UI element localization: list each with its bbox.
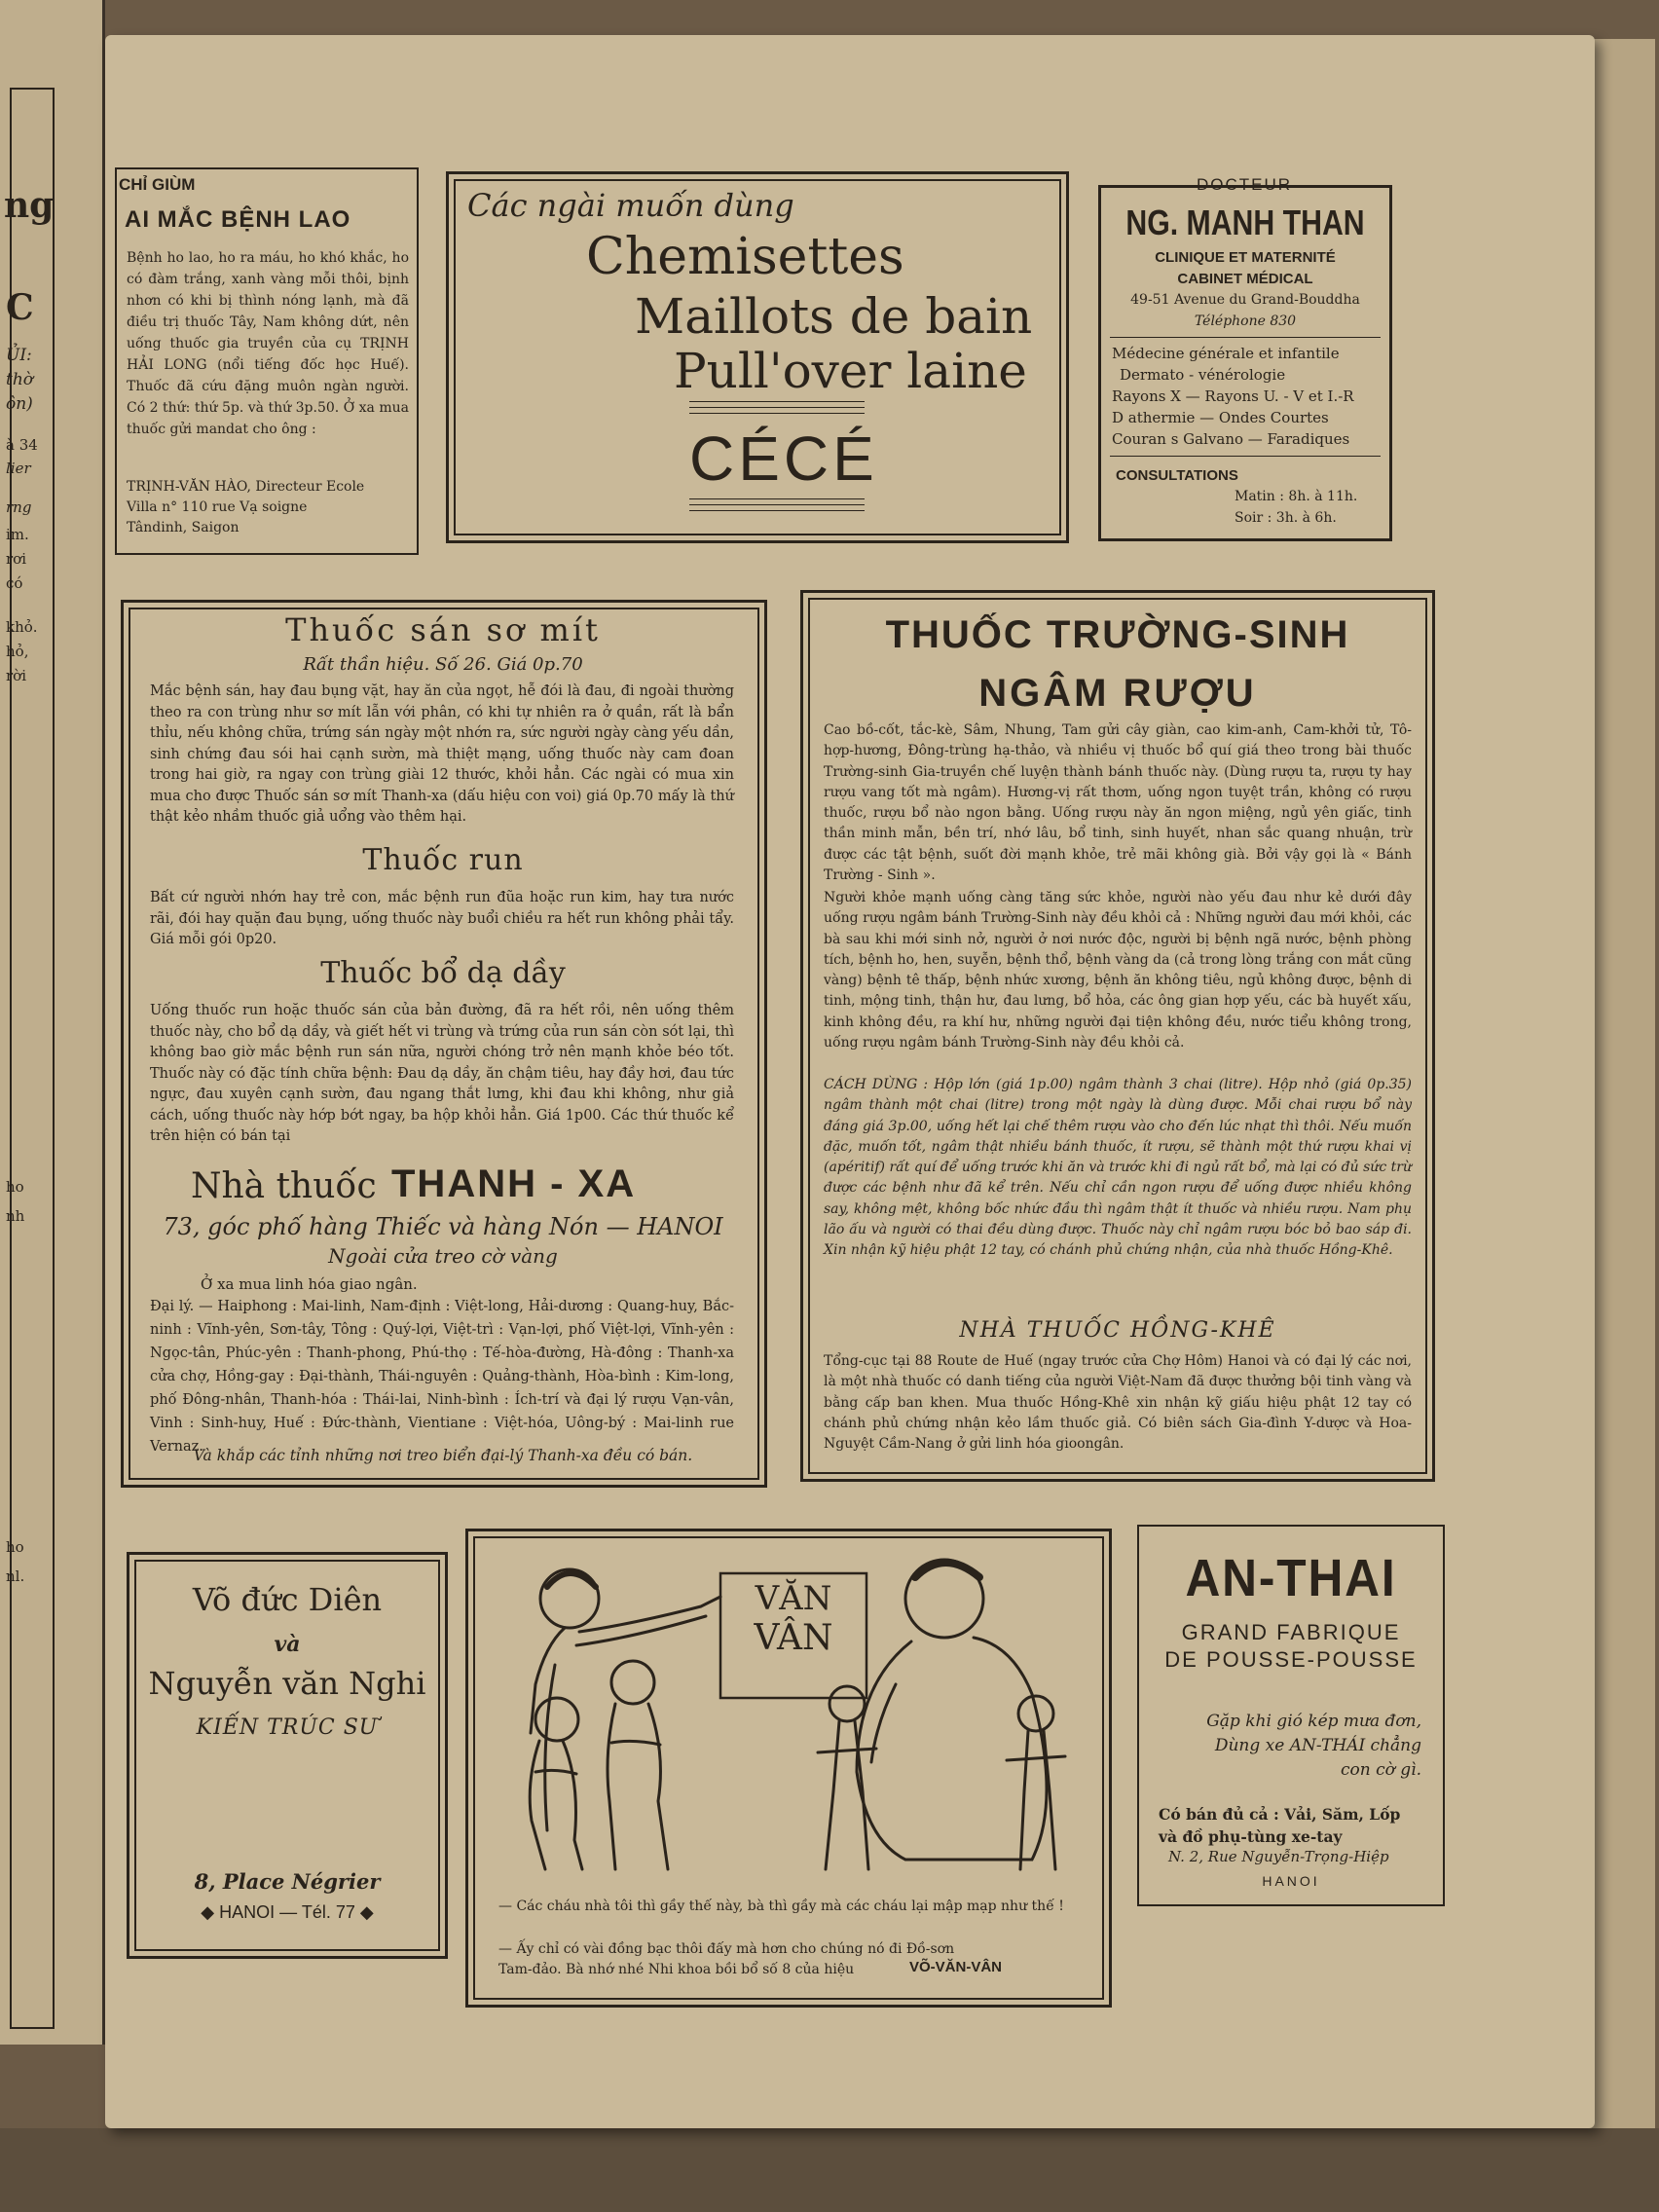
doctor-divider <box>1110 337 1381 338</box>
lao-title: AI MẮC BỆNH LAO <box>125 206 351 233</box>
anthai-address: N. 2, Rue Nguyễn-Trọng-Hiệp <box>1168 1848 1389 1865</box>
left-fragment: rơi <box>6 550 26 568</box>
doctor-divider <box>1110 456 1381 457</box>
lao-body: Bệnh ho lao, ho ra máu, ho khó khắc, ho có đàm trắng, xanh vàng mỗi thôi, bịnh nhơn có khi bị thình nóng lạnh, mà đã điều trị thuốc Tây, Nam không dứt, nên uống thuốc gia truyền của cụ TRỊNH HẢI LONG (nổi tiếng đốc học Huế). Thuốc đã cứu đặng muôn ngàn người. Có 2 thứ: thứ 5p. và thứ 3p.50. Ở xa mua thuốc gửi mandat cho ông : <box>127 250 409 437</box>
left-fragment: hỏ, <box>6 643 29 660</box>
cece-rule <box>689 498 865 499</box>
doctor-name: NG. MANH THAN <box>1125 203 1365 242</box>
thanhxa-heading-run: Thuốc run <box>362 843 524 877</box>
thanhxa-shop-address: 73, góc phố hàng Thiếc và hàng Nón — HANOI <box>163 1213 723 1240</box>
architect-role: KIẾN TRÚC SƯ <box>196 1715 379 1740</box>
doctor-address: 49-51 Avenue du Grand-Bouddha <box>1130 292 1360 308</box>
thanhxa-paragraph-bo: Uống thuốc run hoặc thuốc sán của bản đường, đã ra hết rồi, nên uống thêm thuốc này, cho bổ dạ dầy, và giết hết vi trùng và trứng của run sán còn sót lại, thì không bao giờ mắc bệnh run sán nữa, người chóng trở nên mạnh khỏe béo tốt. Thuốc này có đặc tính chữa bệnh: Đau dạ dầy, ăn chậm tiêu, hay đầy hơi, đau tức ngực, đau xuyên cạnh sườn, đau ngang thắt lưng, khi đau khi không, như giả cách, uống thuốc này hớp bớt ngay, ba hộp khỏi hẳn. Giá 1p00. Các thứ thuốc kể trên hiện có bán tại <box>150 1003 734 1144</box>
left-fragment: khỏ. <box>6 618 38 636</box>
anthai-sub-1: GRAND FABRIQUE <box>1181 1620 1401 1644</box>
cece-pullover: Pull'over laine <box>674 343 1027 399</box>
cece-rule <box>689 407 865 408</box>
truongsinh-paragraph-1: Cao bồ-cốt, tắc-kè, Sâm, Nhung, Tam gửi cây giàn, cao kim-anh, Cam-khởi tử, Tô-hợp-hương, Đông-trùng hạ-thảo, và nhiều vị thuốc bổ quí giá theo trong bài thuốc Trường-sinh Gia-truyền chế luyện thành bánh thuốc này. (Dùng rượu ta, rượu ty hay rượu vang tốt mà ngâm). Hương-vị rất thơm, uống ngon tuyệt trần, không có rượu thuốc, rượu bổ nào ngon bằng. Uống rượu này ăn ngon miệng, ngủ yên giấc, tinh thần minh mẫn, bền trí, nhớ lâu, bổ tinh, sinh huyết, nhan sắc quang nhuận, trừ được các tật bệnh, suốt đời mạnh khỏe, trẻ mãi không già. Bởi vậy gọi là « Bánh Trường - Sinh ». <box>824 722 1412 884</box>
doctor-service: Dermato - vénérologie <box>1120 366 1286 384</box>
thanhxa-heading-san: Thuốc sán sơ mít <box>285 611 601 648</box>
lao-kicker: CHỈ GIÙM <box>119 175 196 194</box>
cece-rule <box>689 401 865 402</box>
left-fragment: C <box>6 287 34 328</box>
anthai-title: AN-THAI <box>1185 1549 1397 1607</box>
doctor-cabinet: CABINET MÉDICAL <box>1177 271 1313 287</box>
truongsinh-paragraph-2: Người khỏe mạnh uống càng tăng sức khỏe, người nào yếu đau như kẻ dưới đây uống rượu ngâm bánh Trường-Sinh này đều khỏi cả : Những người đau mới khỏi, các bà sau khi mới sinh nở, người ở nơi nước độc, người bị bệnh ngã nước, bệnh phòng tích, bệnh ho, hen, suyễn, bệnh thổ, bệnh vàng da (cả trong lòng trắng con mắt cũng vàng) bệnh tê thấp, bệnh nhức xương, bệnh ăn không tiêu, ngủ không được, bệnh di tinh, mộng tinh, thận hư, đau lưng, bổ hỏa, các ông gian hợp yếu, các bà huyết xấu, kinh không đều, ra khí hư, những người đại tiện không đều, nước tiểu không trong, uống rượu ngâm bánh Trường-Sinh này đều khỏi cả. <box>824 890 1412 1051</box>
left-fragment: ng <box>4 185 55 226</box>
doctor-service: Rayons X — Rayons U. - V et I.-R <box>1112 387 1354 405</box>
doctor-service: Couran s Galvano — Faradiques <box>1112 430 1350 448</box>
left-fragment: thờ <box>6 370 34 389</box>
cece-maillots: Maillots de bain <box>635 288 1033 345</box>
doctor-phone: Téléphone 830 <box>1194 313 1297 329</box>
thanhxa-paragraph-san: Mắc bệnh sán, hay đau bụng vặt, hay ăn của ngọt, hễ đói là đau, đi ngoài thường theo ra con trùng như sơ mít lẫn với phân, có khi tự nhiên ra ở quần, rất là bẩn thỉu, nếu không chữa, trứng sán ngày một nhớn ra, sức người ngày càng yếu dần, sinh chứng đau sói hai cạnh sườn, mà thiệt mạng, uống thuốc này cam đoan trong hai giờ, ra ngay con trùng giài 12 thước, khỏi hẳn. Các ngài có mua xin mua cho được Thuốc sán sơ mít Thanh-xa (dấu hiệu con voi) giá 0p.70 mấy là thứ thật kẻo nhầm thuốc giả uổng vào thêm hại. <box>150 683 734 825</box>
architect-and: và <box>274 1632 301 1657</box>
truongsinh-title-2: NGÂM RƯỢU <box>978 672 1257 715</box>
doctor-hours-evening: Soir : 3h. à 6h. <box>1235 510 1337 526</box>
thanhxa-far-order: Ở xa mua linh hóa giao ngân. <box>201 1275 418 1293</box>
left-fragment: rng <box>6 498 32 516</box>
thanhxa-footer: Và khắp các tỉnh những nơi treo biển đại-lý Thanh-xa đều có bán. <box>193 1447 693 1464</box>
left-fragment: nh <box>6 1207 25 1225</box>
doctor-hours-morning: Matin : 8h. à 11h. <box>1235 489 1358 504</box>
doctor-consult-label: CONSULTATIONS <box>1116 467 1238 484</box>
table-surface <box>0 2128 1659 2212</box>
left-fragment: lier <box>6 460 31 477</box>
left-fragment: có <box>6 574 23 592</box>
left-fragment: ôn) <box>6 394 33 414</box>
cece-rule <box>689 510 865 511</box>
left-fragment: ho <box>6 1178 24 1196</box>
cartoon-caption-1: — Các cháu nhà tôi thì gầy thế này, bà thì gầy mà các cháu lại mập mạp như thế ! <box>498 1899 1064 1914</box>
left-fragment: à 34 <box>6 436 38 454</box>
anthai-sub-2: DE POUSSE-POUSSE <box>1164 1647 1418 1672</box>
anthai-stock: Có bán đủ cả : Vải, Săm, Lốp và đồ phụ-tùng xe-tay <box>1159 1805 1401 1846</box>
cartoon-caption-2: — Ấy chỉ có vài đồng bạc thôi đấy mà hơn cho chúng nó đi Đồ-sơn Tam-đảo. Bà nhớ nhé Nhi khoa bồi bổ số 8 của hiệu <box>498 1941 955 1977</box>
doctor-service: D athermie — Ondes Courtes <box>1112 409 1329 426</box>
doctor-clinique: CLINIQUE ET MATERNITÉ <box>1155 249 1336 266</box>
cartoon-sign-line-1: VĂN <box>755 1579 832 1618</box>
left-fragment: nl. <box>6 1567 25 1585</box>
thanhxa-shop-name: THANH - XA <box>391 1162 637 1205</box>
cartoon-brand: VÕ-VĂN-VÂN <box>909 1959 1003 1975</box>
architect-city-phone: ◆ HANOI — Tél. 77 ◆ <box>201 1902 374 1922</box>
anthai-city: HANOI <box>1262 1873 1320 1889</box>
thanhxa-shop-prefix: Nhà thuốc <box>191 1166 377 1206</box>
truongsinh-paragraph-4: Tổng-cục tại 88 Route de Huế (ngay trước cửa Chợ Hôm) Hanoi và có đại lý các nơi, là một nhà thuốc có danh tiếng của người Việt-Nam đã được thưởng bội tinh vàng và bằng cấp ban khen. Mua thuốc Hồng-Khê xin nhận kỹ giấu hiệu phật 12 tay có chánh phủ chứng nhận kẻo lầm thuốc giả. Có biên sách Gia-đình Y-dược và Hoa-Nguyệt Cầm-Nang ở gửi linh hóa gioongân. <box>824 1353 1412 1453</box>
cece-brand: CÉCÉ <box>689 424 878 494</box>
cartoon-sign-line-2: VÂN <box>754 1618 833 1658</box>
cece-rule <box>689 413 865 414</box>
left-fragment: ỦI: <box>6 346 32 365</box>
left-fragment: im. <box>6 526 29 543</box>
cece-intro: Các ngài muốn dùng <box>467 187 794 224</box>
left-fragment: ho <box>6 1538 24 1556</box>
truongsinh-usage: CÁCH DÙNG : Hộp lớn (giá 1p.00) ngâm thành 3 chai (litre). Hộp nhỏ (giá 0p.35) ngâm thành một chai (litre) trong một ngày là dùng được. Mỗi chai rượu bổ này đáng giá 3p.00, uống hết lại chế thêm rượu vào cho đến lúc nhạt thì thôi. Nếu muốn đặc, muốn tốt, ngâm thật nhiều bánh thuốc, ít rượu, sẽ thành một thứ rượu khai vị (apéritif) rất quí để uống trước khi ăn và trước khi đi ngủ rất bổ, mà lại có đủ sức trừ được các bệnh như đã kể trên. Nếu chỉ cần ngon rượu để uống được nhiều không say, không mệt, không bốc nhức đầu thì ngâm thật ít thuốc và nhiều rượu. Nam phụ lão ấu và người có thai đều dùng được. Thuốc này chỉ ngâm rượu bóc bỏ bao sáp đi. Xin nhận kỹ hiệu phật 12 tay, có chánh phủ chứng nhận, của nhà thuốc Hồng-Khê. <box>824 1077 1412 1259</box>
thanhxa-heading-bo: Thuốc bổ dạ dầy <box>320 956 566 990</box>
thanhxa-paragraph-run: Bất cứ người nhớn hay trẻ con, mắc bệnh run đũa hoặc run kim, hay tưa nước rãi, đói hay quặn đau bụng, uống thuốc này buổi chiều ra hết run không phải tẩy. Giá mỗi gói 0p20. <box>150 890 734 947</box>
cece-rule <box>689 504 865 505</box>
doctor-service: Médecine générale et infantile <box>1112 345 1340 362</box>
anthai-verse: Gặp khi gió kép mưa đơn, Dùng xe AN-THÁI chẳng con cờ gì. <box>1206 1712 1421 1780</box>
thanhxa-heading-san-sub: Rất thần hiệu. Số 26. Giá 0p.70 <box>303 654 583 675</box>
architect-address: 8, Place Négrier <box>194 1869 381 1894</box>
thanhxa-agents: Đại lý. — Haiphong : Mai-linh, Nam-định : Việt-long, Hải-dương : Quang-huy, Bắc-ninh : Vĩnh-yên, Sơn-tây, Tông : Quý-lợi, Việt-trì : Vạn-lợi, phố Việt-lợi, Vĩnh-yên : Ngọc-tân, Phúc-yên : Thanh-phong, Phú-thọ : Tế-hòa-đường, Hà-đông : Thanh-xa cửa chợ, Hồng-gay : Đại-thành, Thái-nguyên : Quảng-thành, Hòa-bình : Kim-long, phố Đông-nhân, Thanh-hóa : Thái-lai, Ninh-bình : Ích-trí và đại lý rượu Vạn-vân, Vinh : Sinh-huy, Huế : Đức-thành, Vientiane : Việt-hóa, Uông-bý : Mai-linh rue Vernaz. <box>150 1299 734 1455</box>
left-fragment: rời <box>6 667 26 684</box>
truongsinh-shop: NHÀ THUỐC HỒNG-KHÊ <box>959 1318 1276 1343</box>
architect-name-2: Nguyễn văn Nghi <box>148 1665 426 1702</box>
cece-chemisettes: Chemisettes <box>586 228 904 286</box>
thanhxa-shop-sign: Ngoài cửa treo cờ vàng <box>328 1244 558 1268</box>
truongsinh-title-1: THUỐC TRƯỜNG-SINH <box>885 613 1350 656</box>
lao-signature: TRỊNH-VĂN HÀO, Directeur Ecole Villa n° 110 rue Vạ soigne Tândinh, Saigon <box>127 479 365 535</box>
doctor-kicker: DOCTEUR <box>1196 175 1293 194</box>
architect-name-1: Võ đức Diên <box>192 1581 383 1618</box>
